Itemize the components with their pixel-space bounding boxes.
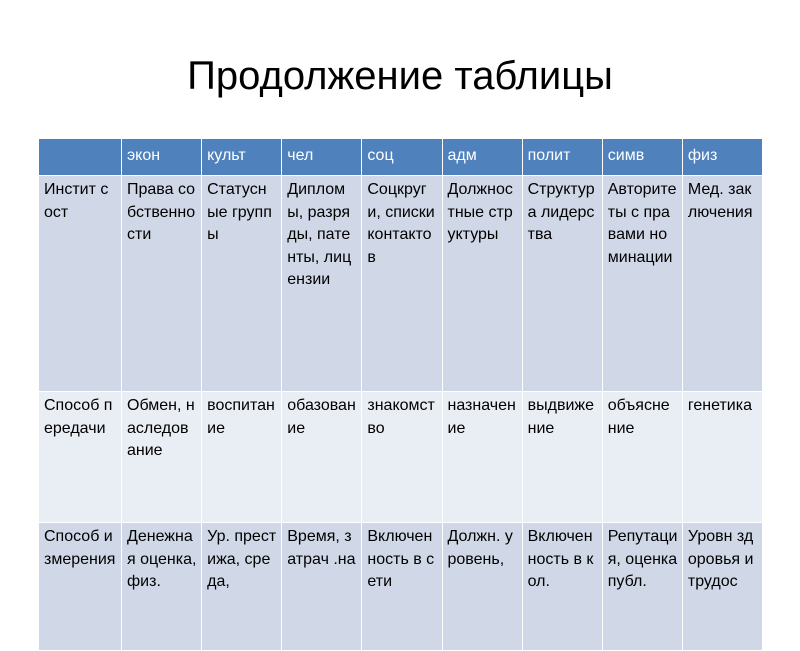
header-cell: культ: [202, 139, 282, 176]
table-cell: Должностные структуры: [442, 176, 522, 392]
header-cell: полит: [522, 139, 602, 176]
table-cell: Должн. уровень,: [442, 523, 522, 651]
table-cell: воспитание: [202, 392, 282, 523]
table-cell: Уровн здоровья и трудос: [682, 523, 762, 651]
header-cell: физ: [682, 139, 762, 176]
table-row: [39, 523, 763, 651]
row-header-cell: Способ измерения: [39, 523, 122, 651]
table-cell: знакомство: [362, 392, 442, 523]
table-cell: Ур. престижа, среда,: [202, 523, 282, 651]
table-cell: Обмен, наследование: [122, 392, 202, 523]
table-cell: Включенность в сети: [362, 523, 442, 651]
header-cell-corner: [39, 139, 122, 176]
table-row: [39, 176, 763, 392]
page-title: Продолжение таблицы: [187, 54, 613, 98]
table-cell: Включенность в кол.: [522, 523, 602, 651]
table-cell: Соцкруги, списки контактов: [362, 176, 442, 392]
table-row: [39, 392, 763, 523]
table-cell: выдвижение: [522, 392, 602, 523]
data-table-container: [38, 138, 762, 651]
header-cell: симв: [602, 139, 682, 176]
data-table: [38, 138, 763, 651]
table-cell: Время, затрач .на: [282, 523, 362, 651]
table-header-row: [39, 139, 763, 176]
table-cell: Статусные группы: [202, 176, 282, 392]
table-cell: Структура лидерства: [522, 176, 602, 392]
table-cell: объяснение: [602, 392, 682, 523]
table-cell: Авторитеты с правами номинации: [602, 176, 682, 392]
header-cell: адм: [442, 139, 522, 176]
header-cell: экон: [122, 139, 202, 176]
table-cell: Мед. заключения: [682, 176, 762, 392]
table-cell: обазование: [282, 392, 362, 523]
table-cell: генетика: [682, 392, 762, 523]
header-cell: чел: [282, 139, 362, 176]
table-cell: Дипломы, разряды, патенты, лицензии: [282, 176, 362, 392]
table-cell: назначение: [442, 392, 522, 523]
header-cell: соц: [362, 139, 442, 176]
row-header-cell: Способ передачи: [39, 392, 122, 523]
table-cell: Денежная оценка, физ.: [122, 523, 202, 651]
table-cell: Права собственности: [122, 176, 202, 392]
table-cell: Репутация, оценка публ.: [602, 523, 682, 651]
row-header-cell: Инстит сост: [39, 176, 122, 392]
